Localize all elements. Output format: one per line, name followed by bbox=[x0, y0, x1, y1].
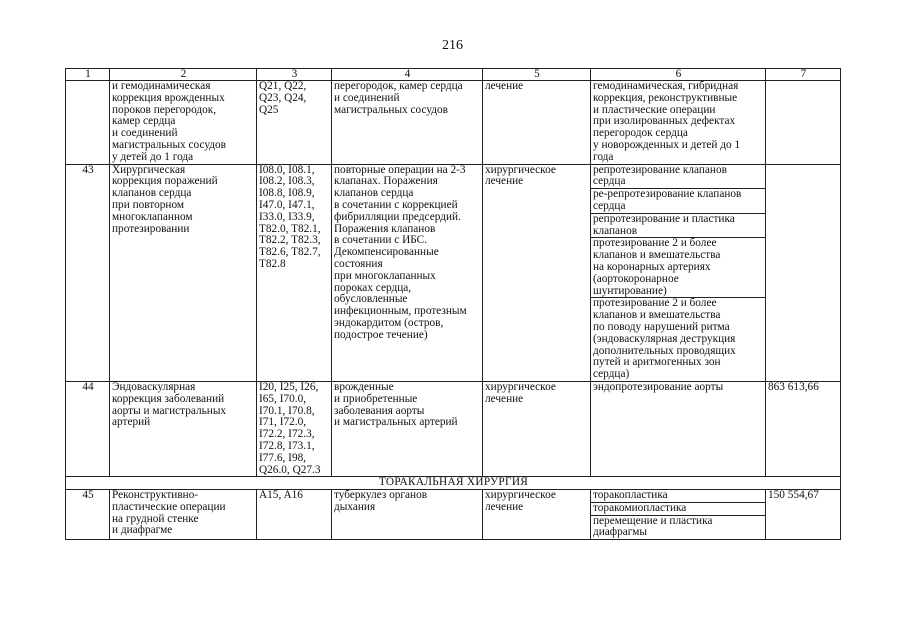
treatment-method: эндопротезирование аорты bbox=[591, 381, 766, 476]
section-title: ТОРАКАЛЬНАЯ ХИРУРГИЯ bbox=[66, 477, 841, 490]
treatment-type: хирургическое лечение bbox=[483, 490, 591, 540]
row-number: 44 bbox=[66, 381, 110, 476]
service-name: Хирургическая коррекция поражений клапанов сердца при повторном многоклапанном протезировании bbox=[110, 164, 257, 381]
treatment-method: торакомиопластика bbox=[591, 503, 765, 516]
column-numbers-row bbox=[66, 69, 841, 81]
column-number: 2 bbox=[110, 69, 257, 81]
price: 863 613,66 bbox=[766, 381, 841, 476]
services-table bbox=[65, 68, 841, 540]
section-row bbox=[66, 477, 841, 490]
treatment-methods bbox=[591, 490, 766, 540]
treatment-methods bbox=[591, 164, 766, 381]
icd-codes: A15, A16 bbox=[257, 490, 332, 540]
table-row bbox=[66, 381, 841, 476]
column-number: 7 bbox=[766, 69, 841, 81]
treatment-method: гемодинамическая, гибридная коррекция, реконструктивные и пластические операции при изолированных дефектах перегородок сердца у новорожденных и детей до 1 года bbox=[591, 81, 766, 165]
treatment-method: ре-репротезирование клапанов сердца bbox=[591, 189, 765, 214]
table-row bbox=[66, 164, 841, 381]
page-number: 216 bbox=[442, 38, 463, 53]
row-number: 45 bbox=[66, 490, 110, 540]
column-number: 6 bbox=[591, 69, 766, 81]
patient-model: перегородок, камер сердца и соединений магистральных сосудов bbox=[332, 81, 483, 165]
column-number: 1 bbox=[66, 69, 110, 81]
treatment-method: перемещение и пластика диафрагмы bbox=[593, 514, 713, 539]
service-name: и гемодинамическая коррекция врожденных пороков перегородок, камер сердца и соединений магистральных сосудов у детей до 1 года bbox=[110, 81, 257, 165]
treatment-method: торакопластика bbox=[591, 490, 765, 503]
row-number bbox=[66, 81, 110, 165]
table-row bbox=[66, 490, 841, 540]
patient-model: врожденные и приобретенные заболевания аорты и магистральных артерий bbox=[332, 381, 483, 476]
price: 150 554,67 bbox=[766, 490, 841, 540]
service-name: Эндоваскулярная коррекция заболеваний аорты и магистральных артерий bbox=[110, 381, 257, 476]
row-number: 43 bbox=[66, 164, 110, 381]
treatment-type: хирургическое лечение bbox=[483, 164, 591, 381]
service-name: Реконструктивно- пластические операции на грудной стенке и диафрагме bbox=[110, 490, 257, 540]
treatment-method: репротезирование клапанов сердца bbox=[591, 165, 765, 190]
icd-codes: I20, I25, I26, I65, I70.0, I70.1, I70.8, I71, I72.0, I72.2, I72.3, I72.8, I73.1, I77.6, I98, Q26.0, Q27.3 bbox=[257, 381, 332, 476]
patient-model: повторные операции на 2-3 клапанах. Поражения клапанов сердца в сочетании с коррекцией фибрилляции предсердий. Поражения клапанов в сочетании с ИБС. Декомпенсированные состояния при многоклапанных пороках сердца, обусловленные инфекционным, протезным эндокардитом (остров, подострое течение) bbox=[332, 164, 483, 381]
treatment-type: лечение bbox=[483, 81, 591, 165]
icd-codes: Q21, Q22, Q23, Q24, Q25 bbox=[257, 81, 332, 165]
price bbox=[766, 81, 841, 165]
patient-model: туберкулез органов дыхания bbox=[332, 490, 483, 540]
table-row bbox=[66, 81, 841, 165]
price bbox=[766, 164, 841, 381]
treatment-method: репротезирование и пластика клапанов bbox=[591, 214, 765, 239]
column-number: 3 bbox=[257, 69, 332, 81]
icd-codes: I08.0, I08.1, I08.2, I08.3, I08.8, I08.9, I47.0, I47.1, I33.0, I33.9, T82.0, T82.1, T82.2, T82.3, T82.6, T82.7, T82.8 bbox=[257, 164, 332, 381]
treatment-method: протезирование 2 и более клапанов и вмешательства на коронарных артериях (аортокоронарное шунтирование) bbox=[591, 238, 765, 298]
treatment-type: хирургическое лечение bbox=[483, 381, 591, 476]
column-number: 5 bbox=[483, 69, 591, 81]
treatment-method: протезирование 2 и более клапанов и вмешательства по поводу нарушений ритма (эндоваскулярная деструкция дополнительных проводящих путей и аритмогенных зон сердца) bbox=[593, 297, 736, 381]
column-number: 4 bbox=[332, 69, 483, 81]
